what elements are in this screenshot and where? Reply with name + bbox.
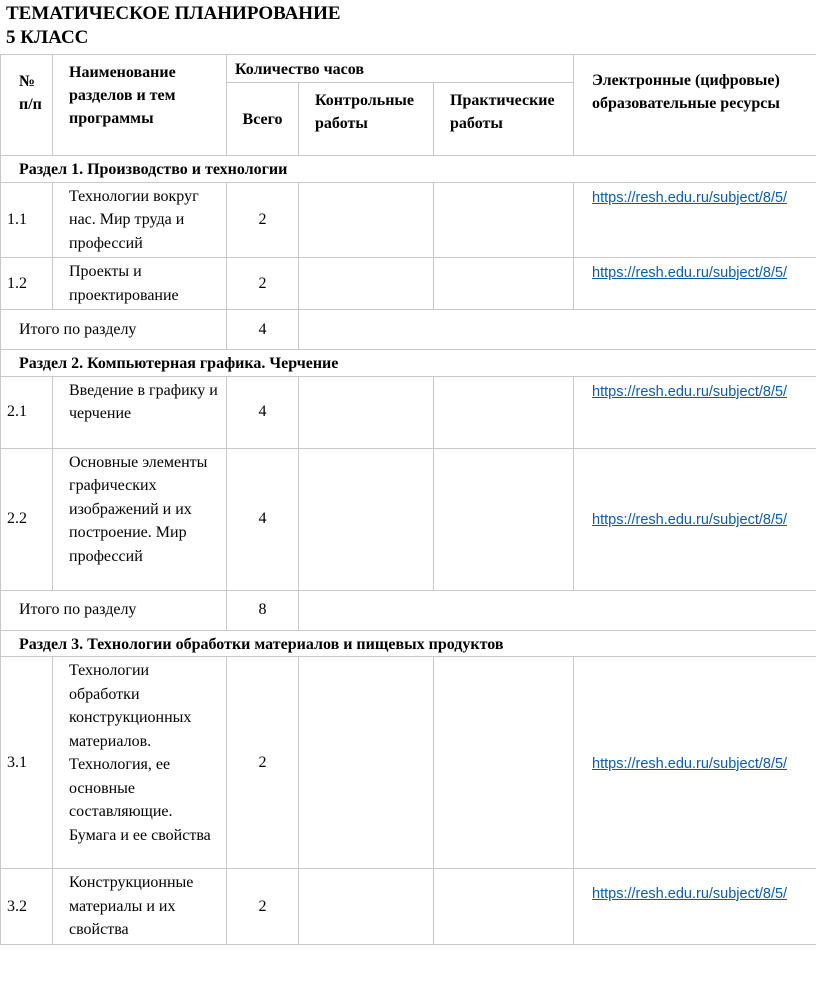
resource-link[interactable]: https://resh.edu.ru/subject/8/5/: [592, 383, 788, 400]
section-row: [1, 630, 816, 657]
title-line-1: ТЕМАТИЧЕСКОЕ ПЛАНИРОВАНИЕ: [6, 3, 341, 24]
resource-link[interactable]: https://resh.edu.ru/subject/8/5/: [592, 265, 788, 281]
resource-link[interactable]: https://resh.edu.ru/subject/8/5/: [592, 886, 788, 902]
section-row: [1, 156, 816, 183]
row-hours: 2: [227, 869, 299, 945]
row-num: 3.2: [1, 869, 53, 945]
row-num: 2.1: [1, 376, 53, 448]
total-label: Итого по разделу: [1, 310, 227, 350]
row-control: [299, 182, 434, 258]
header-row-1: [1, 55, 816, 83]
row-num: 2.2: [1, 448, 53, 590]
row-name: Технологии вокруг нас. Мир труда и профессий: [53, 182, 227, 258]
planning-table: [0, 54, 816, 945]
total-empty: [299, 310, 816, 350]
row-name: Основные элементы графических изображений и их построение. Мир профессий: [53, 448, 227, 590]
header-name: Наименование разделов и тем программы: [53, 55, 227, 156]
total-label: Итого по разделу: [1, 590, 227, 630]
header-hours: Количество часов: [227, 55, 574, 83]
total-hours: 4: [227, 310, 299, 350]
row-resource: [574, 869, 816, 945]
row-resource: [574, 182, 816, 258]
section-total-row: [1, 310, 816, 350]
row-practical: [434, 182, 574, 258]
row-resource: [574, 448, 816, 590]
row-control: [299, 869, 434, 945]
header-total: Всего: [227, 83, 299, 156]
row-practical: [434, 657, 574, 869]
table-row: [1, 869, 816, 945]
row-practical: [434, 376, 574, 448]
table-row: [1, 657, 816, 869]
row-name: Конструкционные материалы и их свойства: [53, 869, 227, 945]
row-control: [299, 376, 434, 448]
row-control: [299, 258, 434, 310]
header-resources: Электронные (цифровые) образовательные ресурсы: [574, 55, 816, 156]
resource-link[interactable]: https://resh.edu.ru/subject/8/5/: [592, 189, 788, 206]
table-row: [1, 182, 816, 258]
row-control: [299, 657, 434, 869]
table-row: [1, 376, 816, 448]
row-control: [299, 448, 434, 590]
row-num: 1.2: [1, 258, 53, 310]
row-name: Проекты и проектирование: [53, 258, 227, 310]
table-row: [1, 258, 816, 310]
row-num: 1.1: [1, 182, 53, 258]
resource-link[interactable]: https://resh.edu.ru/subject/8/5/: [592, 512, 788, 529]
total-empty: [299, 590, 816, 630]
page-title: [6, 2, 341, 50]
row-hours: 4: [227, 376, 299, 448]
table-row: [1, 448, 816, 590]
header-num: № п/п: [1, 55, 53, 156]
row-hours: 2: [227, 258, 299, 310]
section-title: Раздел 2. Компьютерная графика. Черчение: [1, 350, 816, 377]
header-practical: Практические работы: [434, 83, 574, 156]
row-resource: [574, 258, 816, 310]
row-name: Технологии обработки конструкционных материалов. Технология, ее основные составляющие. Бумага и ее свойства: [53, 657, 227, 869]
row-resource: [574, 657, 816, 869]
section-title: Раздел 1. Производство и технологии: [1, 156, 816, 183]
header-control: Контрольные работы: [299, 83, 434, 156]
row-practical: [434, 258, 574, 310]
section-title: Раздел 3. Технологии обработки материалов и пищевых продуктов: [1, 630, 816, 657]
section-row: [1, 350, 816, 377]
row-name: Введение в графику и черчение: [53, 376, 227, 448]
row-practical: [434, 869, 574, 945]
row-practical: [434, 448, 574, 590]
resource-link[interactable]: https://resh.edu.ru/subject/8/5/: [592, 755, 788, 772]
title-line-2: 5 КЛАСС: [6, 27, 89, 48]
row-hours: 4: [227, 448, 299, 590]
row-resource: [574, 376, 816, 448]
section-total-row: [1, 590, 816, 630]
row-num: 3.1: [1, 657, 53, 869]
row-hours: 2: [227, 182, 299, 258]
total-hours: 8: [227, 590, 299, 630]
row-hours: 2: [227, 657, 299, 869]
